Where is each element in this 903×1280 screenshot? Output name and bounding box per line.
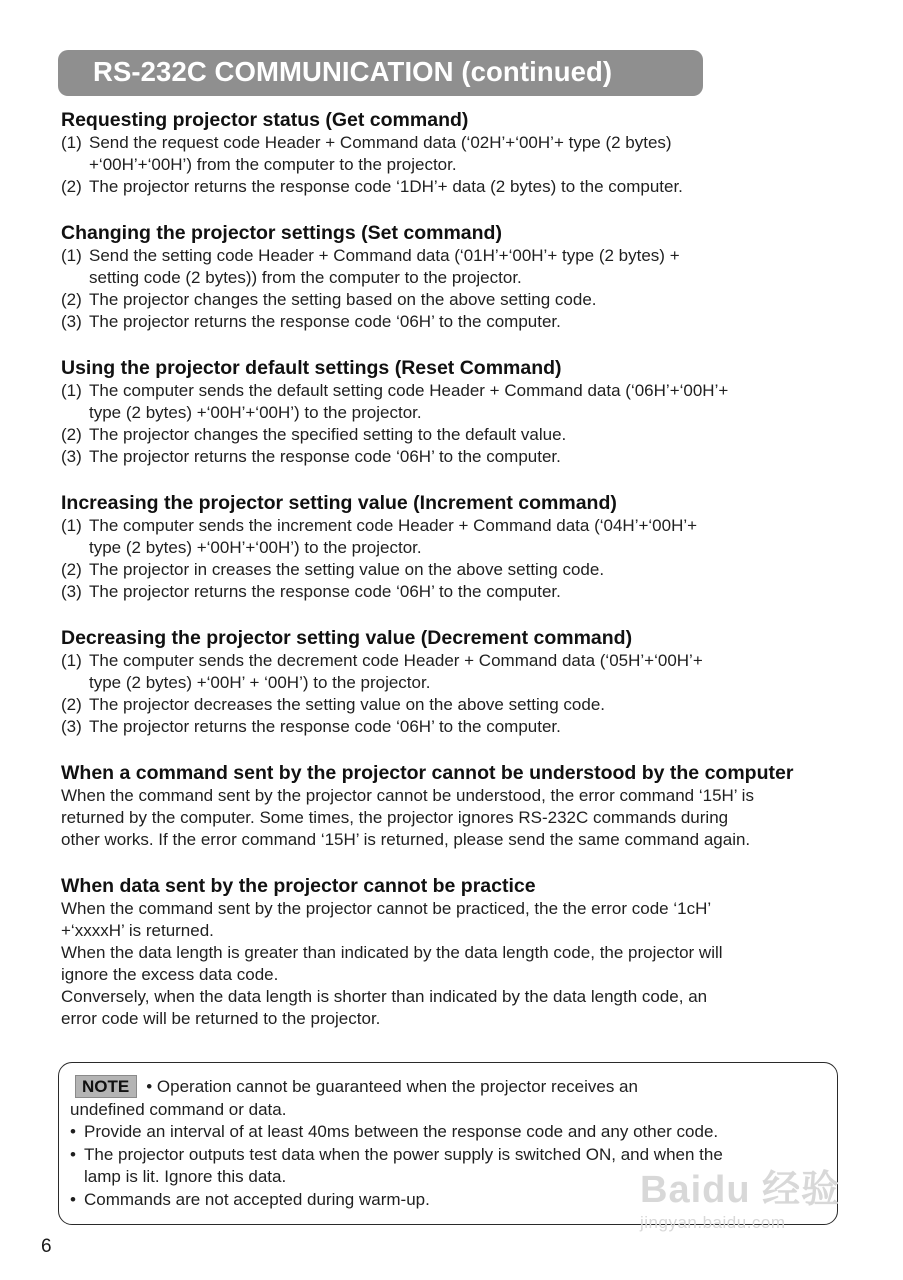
note-bullet-text (84, 1121, 718, 1144)
item-line: The computer sends the decrement code Header + Command data (‘05H’+‘00H’+ (89, 651, 703, 670)
main-content (61, 108, 851, 1053)
section (61, 221, 851, 333)
item-text (89, 559, 851, 581)
item-text (89, 176, 851, 198)
list-item (61, 694, 851, 716)
list-item (61, 424, 851, 446)
note-first-item (70, 1075, 830, 1099)
list-item (61, 132, 851, 176)
item-line: type (2 bytes) +‘00H’ + ‘00H’) to the projector. (89, 673, 431, 692)
item-number: (1) (61, 651, 82, 670)
list-item (61, 581, 851, 603)
section-heading: Requesting projector status (Get command) (61, 109, 469, 131)
item-text (89, 311, 851, 333)
item-text (89, 581, 851, 603)
item-line: The computer sends the increment code Header + Command data (‘04H’+‘00H’+ (89, 516, 698, 535)
note-line: Commands are not accepted during warm-up. (84, 1189, 430, 1209)
item-line: The projector returns the response code ‘06H’ to the computer. (89, 582, 561, 601)
item-line: The projector changes the specified setting to the default value. (89, 425, 567, 444)
paragraph-line: error code will be returned to the projector. (61, 1009, 381, 1028)
list-item (61, 380, 851, 424)
item-line: The projector returns the response code ‘06H’ to the computer. (89, 447, 561, 466)
item-text (89, 694, 851, 716)
item-text (89, 380, 851, 424)
list-item (61, 245, 851, 289)
item-number: (2) (61, 290, 82, 309)
bullet-mark: • (70, 1122, 76, 1141)
item-text (89, 650, 851, 694)
paragraph-line: When the command sent by the projector cannot be understood, the error command ‘15H’ is (61, 786, 754, 805)
note-first-continuation: undefined command or data. (70, 1099, 287, 1119)
paragraph-line: +‘xxxxH’ is returned. (61, 921, 214, 940)
item-line: Send the setting code Header + Command data (‘01H’+‘00H’+ type (2 bytes) + (89, 246, 680, 265)
section (61, 108, 851, 198)
item-number: (1) (61, 516, 82, 535)
item-text (89, 446, 851, 468)
note-bullet-item (70, 1144, 830, 1189)
note-line: The projector outputs test data when the power supply is switched ON, and when the (84, 1144, 723, 1164)
item-line: The projector decreases the setting value on the above setting code. (89, 695, 605, 714)
item-number: (2) (61, 177, 82, 196)
item-number: (2) (61, 695, 82, 714)
item-line: The projector returns the response code ‘06H’ to the computer. (89, 717, 561, 736)
bullet-mark: • (70, 1189, 76, 1209)
note-content (70, 1075, 830, 1211)
item-text (89, 515, 851, 559)
section-heading: Decreasing the projector setting value (Decrement command) (61, 627, 633, 649)
item-number: (2) (61, 560, 82, 579)
item-number: (1) (61, 133, 82, 152)
section (61, 356, 851, 468)
item-line: The projector returns the response code ‘06H’ to the computer. (89, 312, 561, 331)
error-understood-section (61, 761, 851, 851)
note-line: Provide an interval of at least 40ms between the response code and any other code. (84, 1122, 719, 1141)
section-heading: When data sent by the projector cannot be practice (61, 875, 536, 897)
section (61, 491, 851, 603)
paragraph-line: returned by the computer. Some times, the projector ignores RS-232C commands during (61, 808, 729, 827)
item-number: (3) (61, 717, 82, 736)
item-number: (3) (61, 312, 82, 331)
paragraph-line: When the data length is greater than indicated by the data length code, the projector will (61, 943, 723, 962)
item-number: (3) (61, 582, 82, 601)
list-item (61, 311, 851, 333)
item-line: The projector changes the setting based on the above setting code. (89, 290, 597, 309)
item-number: (1) (61, 246, 82, 265)
item-line: setting code (2 bytes)) from the computer to the projector. (89, 268, 522, 287)
item-text (89, 132, 851, 176)
list-item (61, 446, 851, 468)
item-line: +‘00H’+‘00H’) from the computer to the projector. (89, 155, 457, 174)
error-practice-section (61, 874, 851, 1030)
paragraph-line: ignore the excess data code. (61, 965, 279, 984)
note-bullet: • (146, 1077, 153, 1096)
list-item (61, 289, 851, 311)
list-item (61, 515, 851, 559)
page-title-banner (58, 50, 703, 96)
paragraph-line: Conversely, when the data length is shorter than indicated by the data length code, an (61, 987, 708, 1006)
page-title: RS-232C COMMUNICATION (continued) (93, 56, 613, 87)
item-text (89, 716, 851, 738)
paragraph-line: When the command sent by the projector cannot be practiced, the the error code ‘1cH’ (61, 899, 712, 918)
note-bullet-list (70, 1121, 830, 1211)
section-heading: Using the projector default settings (Reset Command) (61, 357, 562, 379)
item-line: The projector returns the response code ‘1DH’+ data (2 bytes) to the computer. (89, 177, 683, 196)
item-line: Send the request code Header + Command data (‘02H’+‘00H’+ type (2 bytes) (89, 133, 672, 152)
note-line: lamp is lit. Ignore this data. (84, 1167, 287, 1186)
item-line: The computer sends the default setting code Header + Command data (‘06H’+‘00H’+ (89, 381, 729, 400)
section (61, 626, 851, 738)
item-line: The projector in creases the setting value on the above setting code. (89, 560, 605, 579)
section-heading: Increasing the projector setting value (Increment command) (61, 492, 617, 514)
watermark-brand: Baidu 经验 (640, 1169, 841, 1211)
list-item (61, 716, 851, 738)
note-box (58, 1062, 838, 1225)
list-item (61, 559, 851, 581)
item-number: (2) (61, 425, 82, 444)
note-bullet-text (84, 1144, 723, 1189)
item-number: (1) (61, 381, 82, 400)
note-bullet-text (84, 1189, 430, 1212)
item-text (89, 424, 851, 446)
item-text (89, 245, 851, 289)
item-number: (3) (61, 447, 82, 466)
section-heading: When a command sent by the projector cannot be understood by the computer (61, 762, 794, 784)
section-heading: Changing the projector settings (Set command) (61, 222, 502, 244)
item-text (89, 289, 851, 311)
watermark-url: jingyan.baidu.com (640, 1213, 786, 1232)
note-tag: NOTE (75, 1075, 137, 1098)
item-line: type (2 bytes) +‘00H’+‘00H’) to the projector. (89, 538, 422, 557)
note-bullet-item (70, 1121, 830, 1144)
list-item (61, 650, 851, 694)
note-first-line: Operation cannot be guaranteed when the projector receives an (156, 1077, 638, 1096)
list-item (61, 176, 851, 198)
page-number: 6 (41, 1236, 52, 1257)
bullet-mark: • (70, 1144, 76, 1164)
paragraph-line: other works. If the error command ‘15H’ is returned, please send the same command again. (61, 830, 751, 849)
note-bullet-item (70, 1189, 830, 1212)
item-line: type (2 bytes) +‘00H’+‘00H’) to the projector. (89, 403, 422, 422)
